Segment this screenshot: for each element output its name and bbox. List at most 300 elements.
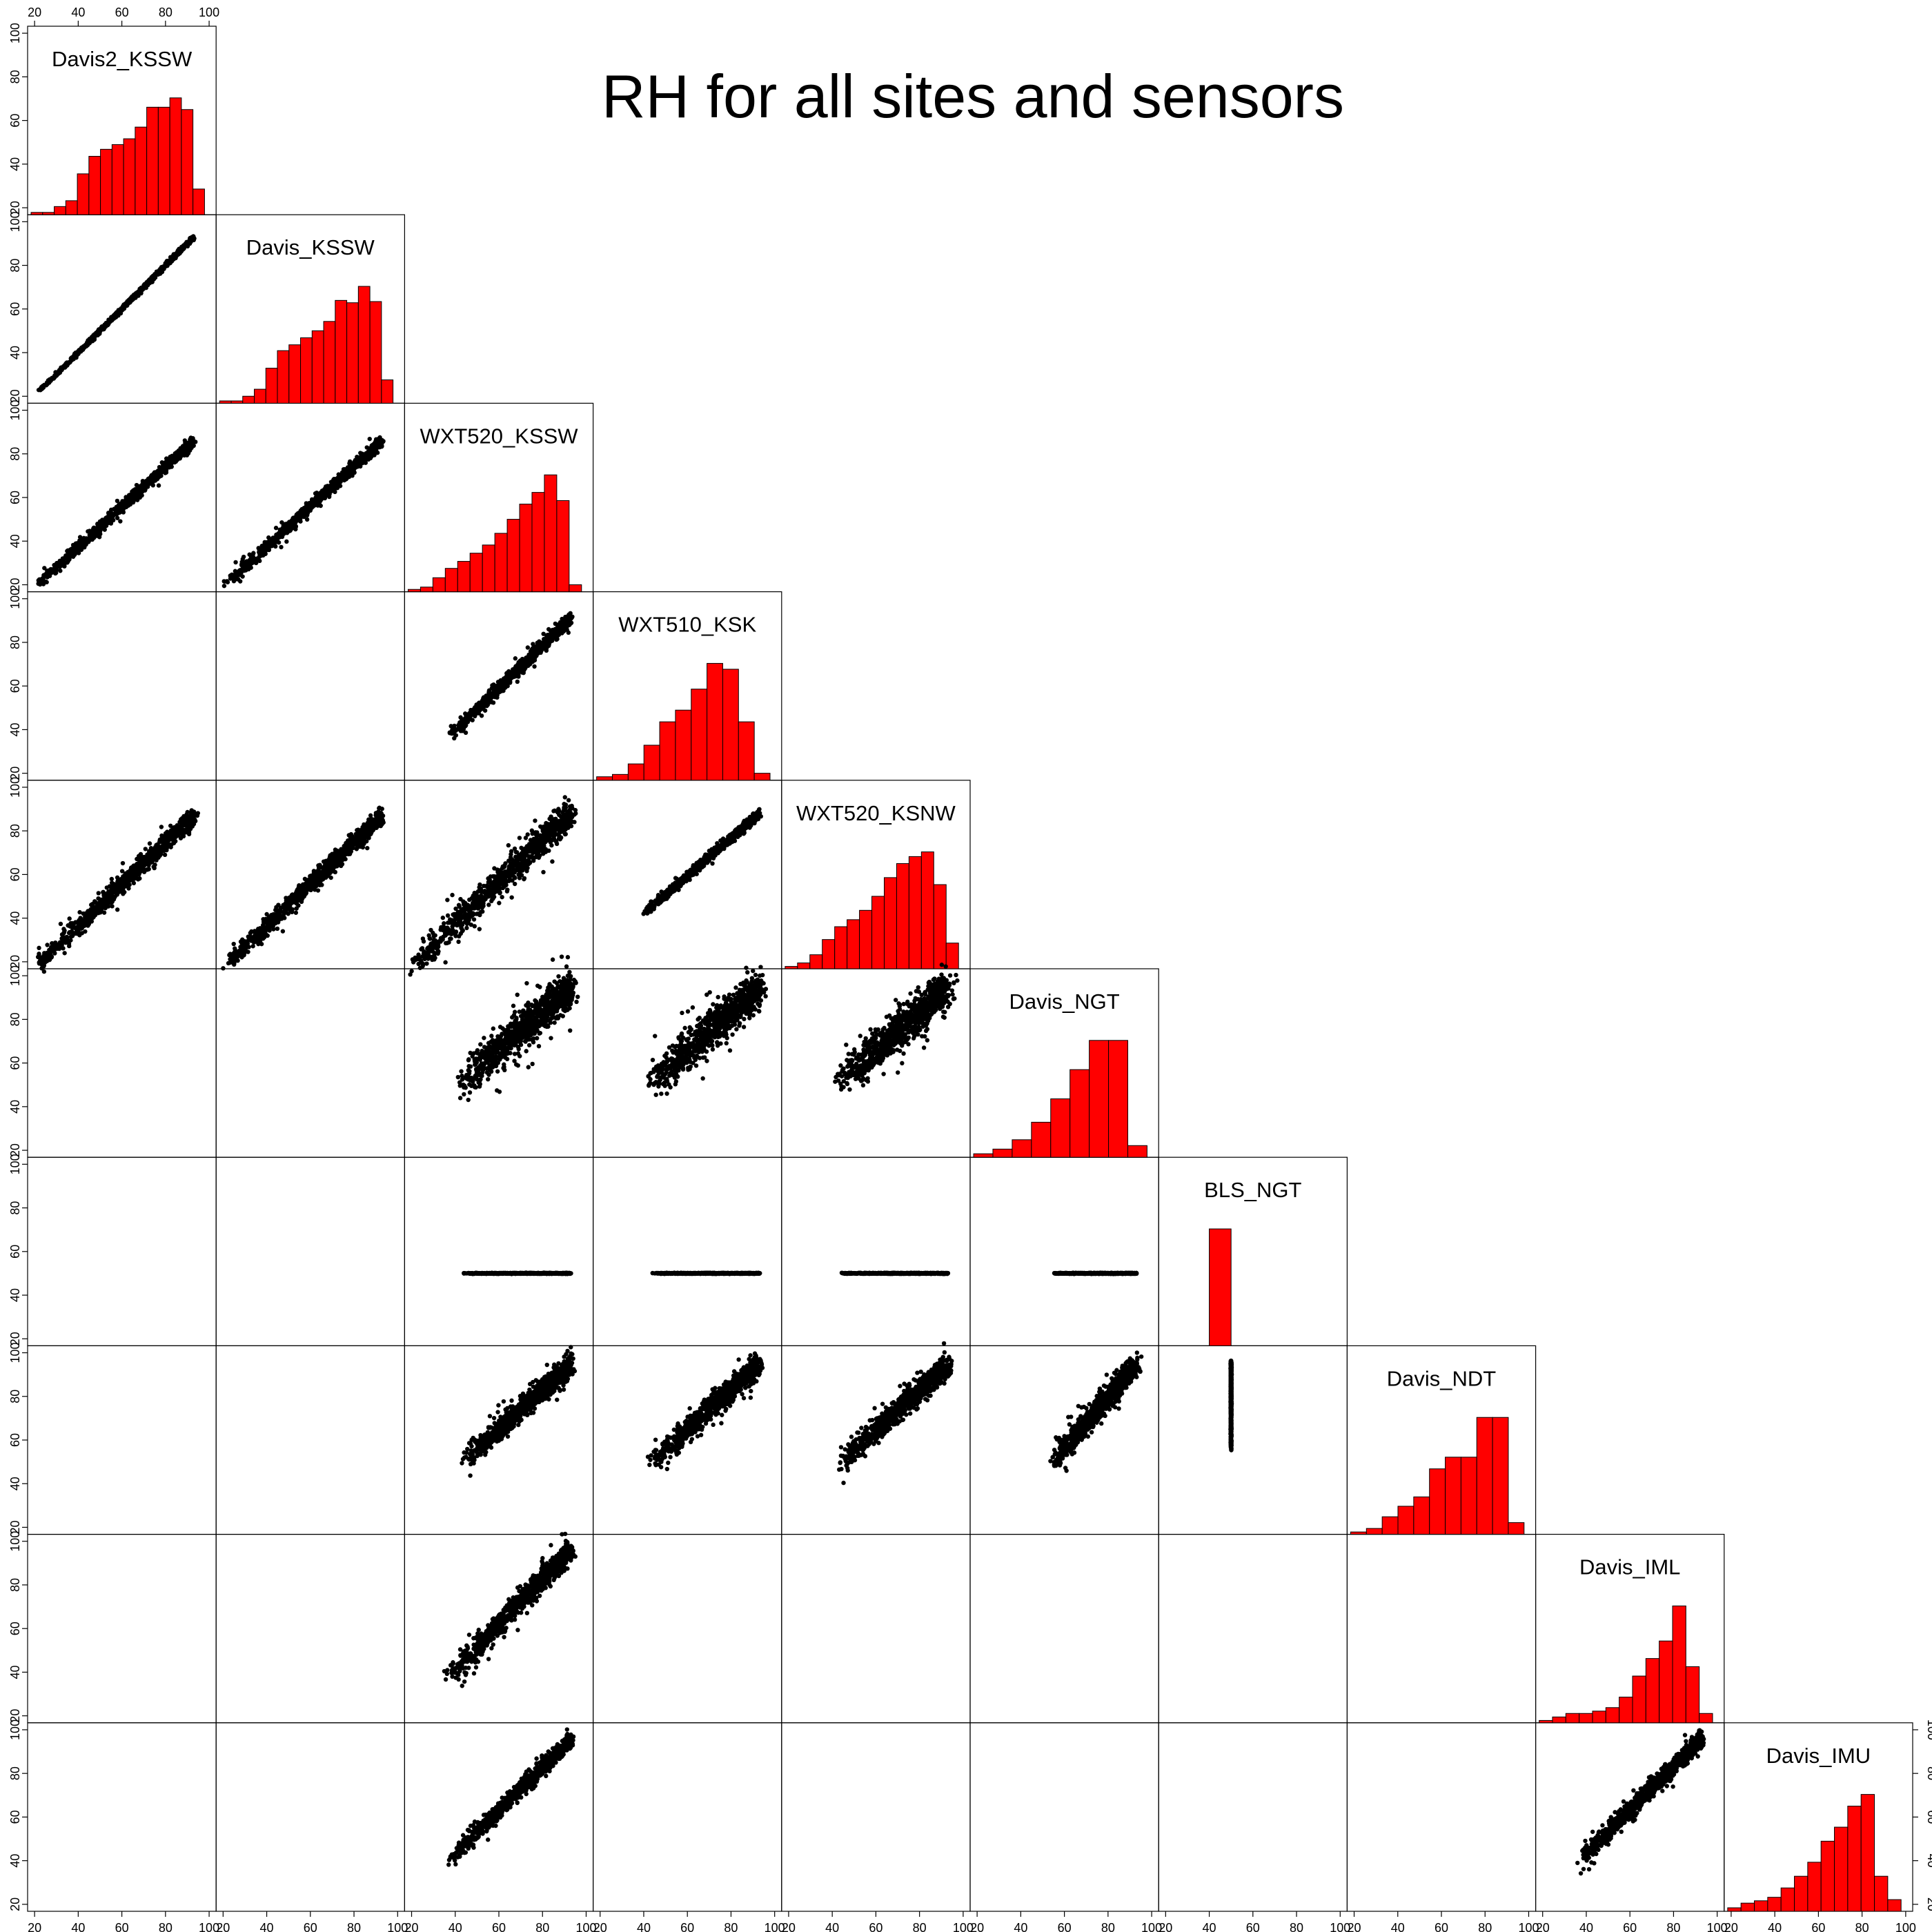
histogram-bar	[1633, 1676, 1646, 1723]
data-point	[239, 562, 244, 566]
data-point	[559, 625, 563, 629]
data-point	[97, 891, 101, 895]
data-point	[463, 711, 467, 716]
data-point	[222, 584, 226, 588]
histogram	[1539, 1606, 1713, 1722]
histogram-bar	[77, 174, 89, 215]
data-point	[179, 246, 184, 250]
scatter-panel	[221, 806, 386, 971]
data-point	[495, 696, 499, 700]
data-point	[110, 877, 114, 881]
data-point	[102, 325, 106, 329]
data-point	[520, 657, 524, 661]
data-point	[56, 371, 60, 375]
histogram-bar	[1070, 1070, 1090, 1157]
data-point	[516, 674, 520, 678]
data-point	[115, 499, 119, 503]
data-point	[105, 885, 109, 889]
data-point	[480, 713, 484, 718]
data-point	[147, 280, 151, 284]
data-point	[98, 520, 102, 524]
data-point	[175, 253, 179, 257]
panel-frame	[216, 969, 404, 1157]
data-point	[181, 834, 186, 838]
data-point	[255, 556, 259, 560]
histogram-bar	[1781, 1888, 1794, 1911]
data-point	[59, 922, 63, 926]
histogram-bar	[835, 927, 847, 969]
data-point	[347, 475, 351, 479]
data-point	[63, 940, 67, 944]
histogram-bar	[785, 967, 798, 969]
histogram-bar	[370, 302, 382, 403]
histogram-bar	[255, 389, 266, 403]
data-point	[77, 910, 81, 914]
data-point	[151, 854, 155, 858]
histogram-bar	[676, 710, 691, 780]
histogram-bar	[1414, 1497, 1430, 1534]
scatter-panel	[222, 435, 386, 589]
data-point	[327, 495, 331, 499]
data-point	[163, 853, 167, 857]
data-point	[177, 455, 181, 460]
histogram-bar	[158, 107, 170, 215]
data-point	[79, 349, 83, 353]
histogram-bar	[1430, 1469, 1446, 1535]
data-point	[164, 467, 168, 471]
scatter-panel	[448, 611, 575, 741]
data-point	[366, 451, 371, 455]
data-point	[62, 951, 66, 955]
data-point	[363, 457, 367, 461]
panel-frame	[1159, 1723, 1347, 1911]
histogram-bar	[884, 878, 896, 969]
data-point	[108, 900, 112, 904]
data-point	[531, 655, 535, 659]
data-point	[358, 451, 362, 455]
panel-frame	[28, 969, 216, 1157]
histogram	[408, 475, 581, 591]
data-point	[279, 520, 284, 524]
histogram-bar	[1659, 1641, 1673, 1723]
data-point	[90, 337, 95, 341]
histogram-bar	[1875, 1876, 1888, 1911]
histogram-bar	[532, 493, 544, 592]
panel-frame	[782, 1723, 970, 1911]
histogram-bar	[457, 562, 470, 592]
histogram-bar	[1768, 1897, 1781, 1911]
histogram	[1728, 1795, 1901, 1911]
data-point	[171, 256, 175, 260]
data-point	[151, 848, 155, 852]
data-point	[355, 455, 359, 459]
data-point	[173, 839, 177, 843]
histogram-bar	[66, 201, 77, 215]
data-point	[192, 236, 196, 240]
data-point	[526, 645, 530, 649]
histogram-bar	[544, 475, 557, 591]
data-point	[146, 484, 150, 489]
data-point	[250, 557, 255, 561]
data-point	[164, 848, 168, 852]
histogram-bar	[470, 553, 482, 592]
histogram-bar	[312, 331, 324, 403]
data-point	[166, 463, 170, 467]
panel-frame	[782, 1535, 970, 1723]
sensor-label: WXT520_KSSW	[420, 424, 578, 448]
data-point	[461, 724, 465, 728]
histogram-bar	[482, 545, 495, 592]
data-point	[43, 960, 47, 964]
data-point	[473, 709, 477, 713]
data-point	[136, 290, 140, 294]
histogram-bar	[1398, 1506, 1414, 1535]
data-point	[476, 702, 480, 706]
data-point	[502, 676, 506, 680]
data-point	[140, 489, 144, 493]
histogram-bar	[946, 943, 958, 969]
histogram-bar	[1606, 1708, 1619, 1723]
panel-frame	[1159, 1535, 1347, 1723]
data-point	[156, 856, 160, 860]
data-point	[67, 916, 71, 920]
data-point	[148, 858, 152, 862]
histogram-bar	[193, 189, 205, 215]
data-point	[103, 527, 107, 531]
data-point	[97, 908, 101, 912]
data-point	[50, 376, 55, 380]
data-point	[119, 506, 124, 511]
data-point	[168, 824, 172, 828]
histogram-bar	[382, 380, 393, 404]
data-point	[381, 440, 385, 444]
histogram-bar	[1446, 1457, 1461, 1535]
data-point	[70, 925, 74, 929]
data-point	[90, 914, 95, 918]
data-point	[542, 640, 546, 644]
data-point	[375, 442, 379, 446]
data-point	[186, 820, 190, 824]
data-point	[167, 457, 171, 462]
data-point	[522, 671, 526, 675]
histogram-bar	[408, 589, 420, 591]
histogram-bar	[722, 669, 738, 780]
data-point	[379, 444, 384, 448]
chart-title: RH for all sites and sensors	[602, 62, 1344, 130]
data-point	[110, 885, 114, 889]
data-point	[45, 575, 49, 579]
histogram-bar	[420, 587, 433, 592]
histogram-bar	[301, 338, 313, 404]
histogram-bar	[860, 910, 872, 969]
histogram-bar	[1508, 1523, 1524, 1535]
data-point	[483, 709, 487, 713]
scatter-panel	[36, 808, 200, 974]
data-point	[118, 519, 122, 523]
data-point	[535, 648, 540, 652]
data-point	[68, 554, 72, 558]
histogram-bar	[1477, 1417, 1492, 1534]
histogram-bar	[1741, 1903, 1754, 1911]
data-point	[265, 542, 269, 546]
histogram-bar	[1566, 1713, 1579, 1723]
data-point	[152, 472, 157, 476]
data-point	[57, 946, 61, 950]
histogram-bar	[754, 773, 770, 780]
data-point	[75, 929, 79, 934]
sensor-label: WXT510_KSK	[618, 613, 756, 637]
data-point	[96, 333, 100, 337]
data-point	[80, 931, 84, 935]
data-point	[97, 535, 101, 539]
histogram-bar	[1593, 1711, 1606, 1723]
data-point	[286, 526, 290, 530]
data-point	[143, 862, 147, 867]
data-point	[148, 480, 152, 484]
panel-frame	[28, 1157, 216, 1346]
data-point	[333, 484, 337, 488]
data-point	[83, 911, 88, 916]
data-point	[117, 889, 121, 894]
histogram-bar	[1382, 1517, 1398, 1534]
histogram-bar	[1755, 1901, 1768, 1911]
data-point	[102, 910, 106, 914]
histogram-bar	[993, 1149, 1012, 1157]
histogram-bar	[1012, 1140, 1032, 1157]
histogram-bar	[495, 533, 507, 592]
histogram-bar	[1109, 1041, 1128, 1157]
histogram-bar	[1350, 1532, 1366, 1534]
data-point	[279, 545, 283, 549]
histogram-bar	[135, 127, 147, 215]
data-point	[547, 638, 551, 642]
data-point	[42, 566, 46, 570]
panel-frame	[1347, 1535, 1535, 1723]
data-point	[75, 352, 79, 356]
histogram	[219, 286, 393, 403]
histogram-bar	[557, 500, 569, 591]
data-point	[166, 261, 170, 265]
sensor-label: WXT520_KSNW	[796, 801, 956, 825]
histogram-bar	[1686, 1666, 1699, 1722]
histogram-bar	[1835, 1827, 1848, 1911]
histogram-bar	[1461, 1457, 1477, 1535]
histogram	[974, 1041, 1147, 1157]
data-point	[329, 489, 333, 493]
data-point	[235, 573, 239, 578]
histogram-bar	[124, 139, 135, 215]
data-point	[125, 304, 129, 308]
data-point	[566, 631, 571, 635]
histogram-bar	[613, 774, 629, 780]
matrix-panels	[8, 6, 1932, 1932]
data-point	[134, 869, 138, 874]
data-point	[165, 831, 169, 836]
data-point	[61, 931, 66, 935]
data-point	[368, 437, 372, 441]
data-point	[259, 544, 264, 548]
data-point	[47, 569, 51, 573]
histogram-bar	[822, 940, 835, 969]
histogram-bar	[1579, 1713, 1593, 1723]
data-point	[103, 906, 107, 910]
data-point	[296, 515, 300, 520]
data-point	[126, 502, 130, 506]
data-point	[294, 524, 298, 529]
data-point	[72, 921, 77, 925]
data-point	[340, 471, 344, 475]
histogram-bar	[1032, 1122, 1051, 1157]
data-point	[39, 956, 43, 960]
histogram-bar	[1861, 1795, 1874, 1911]
histogram-bar	[872, 896, 885, 969]
histogram-bar	[358, 286, 370, 403]
data-point	[101, 522, 106, 526]
data-point	[337, 480, 341, 484]
data-point	[110, 316, 115, 320]
panel-frame	[1347, 1723, 1535, 1911]
data-point	[68, 938, 72, 943]
sensor-label: Davis_NDT	[1387, 1366, 1497, 1390]
data-point	[187, 827, 191, 831]
histogram-bar	[569, 584, 582, 591]
data-point	[313, 491, 317, 495]
histogram-bar	[101, 149, 112, 215]
data-point	[73, 551, 77, 555]
data-point	[65, 360, 69, 364]
data-point	[491, 700, 495, 704]
data-point	[58, 559, 62, 563]
histogram-bar	[277, 351, 289, 403]
data-point	[287, 520, 291, 524]
data-point	[553, 631, 558, 635]
data-point	[274, 526, 278, 530]
histogram-bar	[231, 401, 243, 403]
data-point	[184, 816, 188, 820]
data-point	[483, 700, 487, 704]
data-point	[241, 557, 245, 561]
data-point	[275, 534, 279, 538]
histogram-bar	[1539, 1720, 1552, 1722]
histogram-bar	[1051, 1099, 1070, 1158]
data-point	[243, 568, 247, 572]
data-point	[240, 574, 244, 578]
data-point	[75, 546, 79, 551]
data-point	[319, 504, 323, 508]
histogram-bar	[347, 303, 359, 404]
data-point	[499, 682, 503, 687]
histogram-bar	[628, 764, 644, 780]
data-point	[302, 510, 306, 514]
data-point	[502, 687, 506, 691]
histogram-bar	[1210, 1229, 1232, 1346]
data-point	[71, 543, 75, 547]
data-point	[46, 380, 50, 384]
data-point	[563, 624, 567, 628]
data-point	[249, 566, 253, 570]
data-point	[58, 569, 62, 573]
data-point	[132, 295, 136, 299]
data-point	[37, 960, 41, 964]
data-point	[155, 477, 159, 481]
data-point	[348, 460, 352, 464]
data-point	[109, 513, 113, 517]
histogram-bar	[1795, 1876, 1808, 1911]
data-point	[187, 440, 191, 444]
histogram	[1350, 1417, 1524, 1534]
panel-frame	[593, 1535, 782, 1723]
data-point	[183, 829, 187, 834]
panel-frame	[28, 1346, 216, 1534]
data-point	[66, 923, 70, 927]
histogram-bar	[55, 206, 66, 215]
data-point	[36, 582, 40, 586]
data-point	[121, 861, 125, 865]
data-point	[228, 575, 233, 579]
data-point	[448, 731, 452, 735]
data-point	[531, 642, 535, 646]
data-point	[373, 448, 377, 452]
data-point	[157, 465, 161, 469]
data-point	[127, 878, 131, 882]
data-point	[542, 631, 546, 635]
panel-frame	[28, 592, 216, 780]
data-point	[563, 618, 567, 622]
data-point	[110, 880, 114, 885]
histogram-bar	[810, 955, 822, 969]
data-point	[310, 499, 314, 503]
panel-frame	[404, 1157, 593, 1346]
data-point	[349, 466, 353, 471]
data-point	[78, 535, 82, 539]
data-point	[121, 883, 125, 887]
panel-frame	[216, 1346, 404, 1534]
histogram-bar	[43, 213, 55, 215]
panel-frame	[216, 1157, 404, 1346]
panel-frame	[782, 1157, 970, 1346]
data-point	[136, 862, 140, 867]
histogram-bar	[691, 689, 707, 780]
data-point	[247, 552, 251, 556]
data-point	[322, 493, 326, 497]
data-point	[156, 851, 160, 855]
histogram	[1210, 1229, 1232, 1346]
data-point	[106, 322, 110, 326]
panel-frame	[970, 1157, 1159, 1346]
histogram-bar	[181, 110, 193, 215]
data-point	[522, 663, 526, 667]
data-point	[177, 825, 181, 829]
data-point	[365, 445, 369, 449]
data-point	[77, 539, 81, 543]
data-point	[125, 495, 129, 500]
data-point	[148, 841, 152, 845]
sensor-label: Davis_KSSW	[246, 235, 375, 259]
histogram-bar	[219, 401, 231, 403]
data-point	[157, 483, 161, 487]
data-point	[546, 627, 551, 631]
data-point	[454, 733, 458, 737]
data-point	[150, 276, 154, 280]
histogram-bar	[974, 1154, 993, 1157]
panel-frame	[970, 1723, 1159, 1911]
histogram-bar	[1492, 1417, 1508, 1534]
data-point	[56, 564, 60, 569]
histogram-bar	[507, 520, 520, 592]
histogram	[31, 98, 204, 215]
histogram-bar	[738, 722, 754, 780]
data-point	[70, 546, 74, 551]
